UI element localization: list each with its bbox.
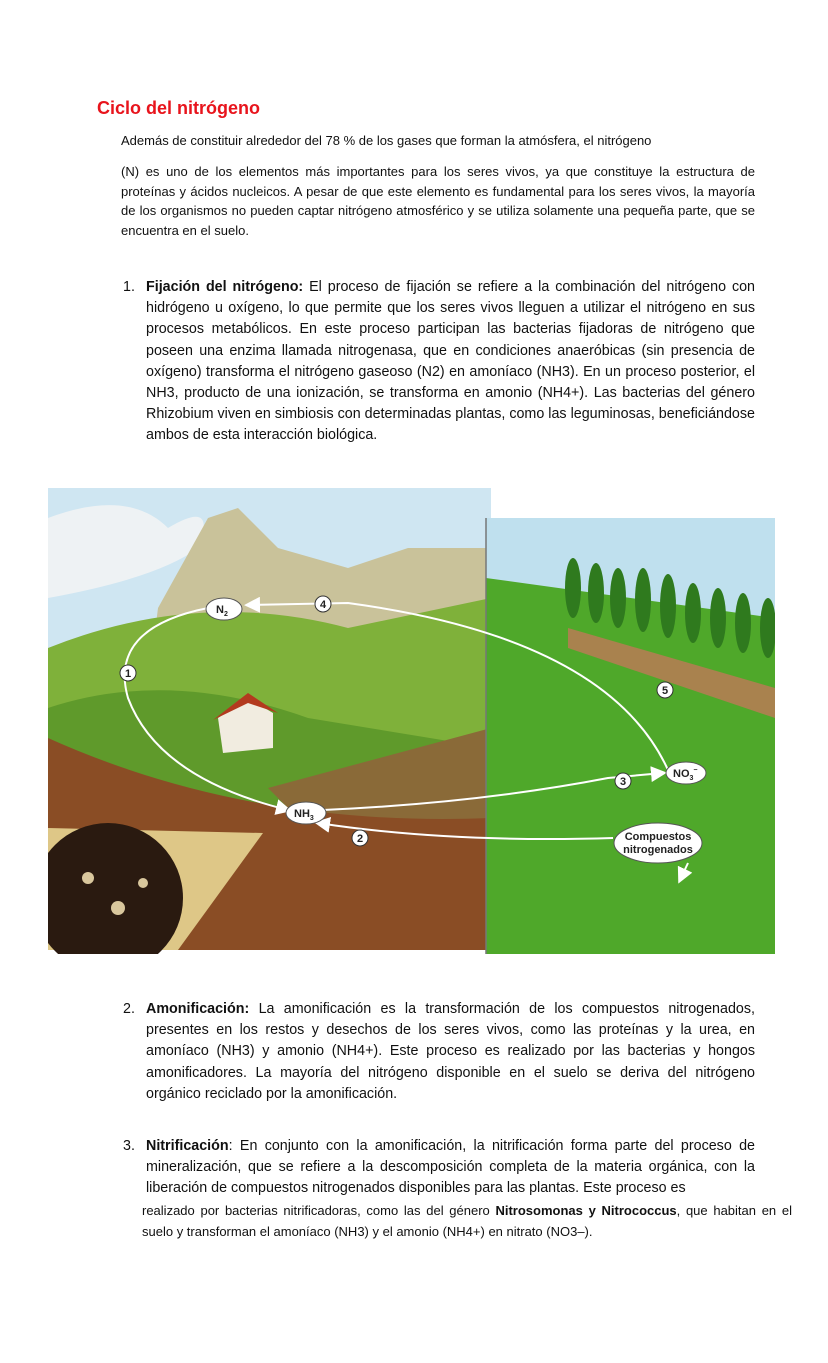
svg-text:Compuestos: Compuestos [624, 831, 692, 843]
label-n2 [206, 598, 242, 620]
item-text: La amonificación es la transformación de los compuestos nitrogenados, presentes en los restos y desechos de los seres vivos, como las proteínas y la urea, en amoníaco (NH3) y amonio (NH4+). Este proceso es realizado por las bacterias y hongos amonificadores. La mayoría del nitrógeno disponible en el suelo se deriva del nitrógeno orgánico reciclado por la amonificación. [146, 1001, 755, 1102]
item-text-continuation [142, 1200, 792, 1242]
item-number: 1. [123, 279, 135, 295]
intro-first-line: Además de constituir alrededor del 78 % de los gases que forman la atmósfera, el nitrógeno [121, 133, 652, 148]
label-nh3 [286, 802, 326, 824]
item-heading: Nitrificación [146, 1138, 229, 1154]
nodule [138, 878, 148, 888]
item-heading: Fijación del nitrógeno: [146, 279, 304, 295]
item-heading: Amonificación: [146, 1001, 250, 1017]
list-item-amonificacion [123, 999, 755, 1105]
label-no3 [666, 762, 706, 784]
svg-text:NH3: $NH_3$ [294, 808, 314, 822]
nitrogen-cycle-illustration [48, 488, 775, 954]
tail-text: , que habitan en el suelo y transforman el amoníaco (NH3) y el amonio (NH4+) en nitrato (NO3–). [142, 1202, 792, 1239]
tail-text: realizado por bacterias nitrificadoras, como las del género [142, 1202, 496, 1218]
item-number: 3. [123, 1138, 135, 1154]
list-item-nitrificacion [123, 1136, 792, 1242]
svg-text:5: 5 [661, 685, 669, 697]
svg-text:N2: $N_2$ [216, 604, 228, 618]
svg-text:2: 2 [356, 833, 364, 845]
item-text: : En conjunto con la amonificación, la nitrificación forma parte del proceso de mineralización, que se refiere a la descomposición completa de la materia orgánica, con la liberación de compuestos nitrogenados disponibles para las plantas. Este proceso es [146, 1138, 755, 1197]
svg-text:3: 3 [619, 776, 627, 788]
nodule [82, 872, 94, 884]
bacteria-genus: Nitrosomonas y Nitrococcus [495, 1202, 677, 1218]
pasture [486, 578, 775, 954]
nodule [111, 901, 125, 915]
page-title: Ciclo del nitrógeno [97, 98, 261, 118]
item-text: El proceso de fijación se refiere a la combinación del nitrógeno con hidrógeno u oxígeno, lo que permite que los seres vivos lleguen a utilizar el nitrógeno en sus procesos metabólicos. En este proceso participan las bacterias fijadoras de nitrógeno que poseen una enzima llamada nitrogenasa, que en condiciones anaeróbicas (sin presencia de oxígeno) transforma el nitrógeno gaseoso (N2) en amoníaco (NH3). En un proceso posterior, el NH3, producto de una ionización, se transforma en amonio (NH4+). Las bacterias del género Rhizobium viven en simbiosis con determinadas plantas, como las leguminosas, beneficiándose ambos de esta interacción biológica. [146, 279, 755, 444]
list-item-fijacion [123, 277, 755, 447]
svg-text:1: 1 [124, 668, 132, 680]
svg-text:nitrogenados: nitrogenados [623, 844, 693, 856]
label-compuestos-nitrogenados [614, 823, 702, 863]
intro-paragraph: (N) es uno de los elementos más importantes para los seres vivos, ya que constituye la estructura de proteínas y ácidos nucleicos. A pesar de que este elemento es fundamental para los seres vivos, la mayoría de los organismos no pueden captar nitrógeno atmosférico y se utiliza solamente una pequeña parte, que se encuentra en el suelo. [121, 164, 755, 238]
item-number: 2. [123, 1001, 135, 1017]
svg-text:4: 4 [319, 599, 327, 611]
svg-text:NO3−: $NO_3^-$ [673, 767, 698, 782]
